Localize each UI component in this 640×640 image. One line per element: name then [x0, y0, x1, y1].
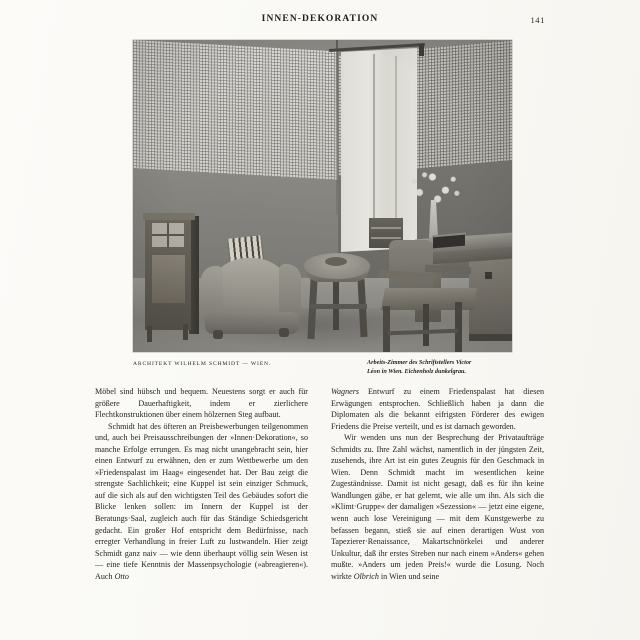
curtain-fold — [395, 56, 397, 242]
interior-photograph — [133, 40, 512, 352]
page-number: 141 — [530, 15, 545, 25]
running-head — [95, 14, 545, 30]
running-title: INNEN-DEKORATION — [261, 14, 379, 24]
paragraph: Möbel sind hübsch und bequem. Neuestens sorgt er auch für größere Dauerhaftigkeit, indem er zierlichere Flechtkonstruktionen über einem hölzernen Steg aufbaut. — [95, 387, 308, 420]
plate-caption-line-2: Léon in Wien. Eichenholz dunkelgrau. — [367, 368, 467, 375]
curtain-fold — [373, 54, 375, 244]
cabinet-leg — [147, 326, 152, 342]
shelf-line — [371, 237, 401, 239]
armchair-foot — [213, 330, 223, 339]
wooden-chair-leg — [455, 302, 462, 352]
cabinet-top — [143, 213, 195, 220]
paragraph: Wagners Entwurf zu einem Friedenspalast hat diesen Erwägungen entsprochen. Schließlich haben ja dann die Diplomaten als die bekannt eifrigsten Förderer des ewigen Friedens die Preise verteilt, und es ist darnach geworden. — [331, 387, 544, 431]
plate-caption-line-1: Arbeits-Zimmer des Schriftstellers Victor — [367, 359, 472, 366]
table-inset — [325, 257, 347, 266]
plate-credit-architect: ARCHITEKT WILHELM SCHMIDT — WIEN. — [133, 361, 272, 367]
body-columns — [95, 386, 545, 582]
paragraph: Wir wenden uns nun der Besprechung der Privataufträge Schmidts zu. Ihre Zahl wächst, namentlich in der jüngsten Zeit, zusehends, ihre Art ist ein gutes Zeugnis für den Geschmack in Wien. Denn Schmidt macht im wesentlichen keine Zugeständnisse. Damit ist nicht gesagt, daß es für ihn keine Wandlungen gäbe, er hat gelernt, wie alle um ihn. Als sich die »Klimt·Gruppe« der damaligen »Sezession« — jetzt eine eigene, wenn auch lose Vereinigung — mit dem Kunstgewerbe zu befassen begann, stieß sie auf einen derartigen Wust von Tapezierer·Renaissance, Makartschnörkelei und anderer Unkultur, daß ihr erstes Streben nur nach einem »Anders« gehen mußte. »Anders um jeden Preis!« wurde die Losung. Noch wirkte Olbrich in Wien und seine — [331, 433, 544, 581]
desk-plinth — [469, 334, 512, 341]
cabinet-lower-door — [152, 255, 185, 303]
wooden-chair-leg — [383, 306, 390, 352]
cabinet-leg — [183, 324, 188, 340]
desk-drawer-knob — [485, 272, 492, 279]
cabinet-mullion — [152, 234, 184, 236]
armchair-foot — [279, 328, 289, 337]
paragraph: Schmidt hat des öfteren an Preisbewerbungen teilgenommen und, auch bei Preisausschreibungen der »Innen·Dekoration«, so manche Erfolge errungen. Es mag nicht unangebracht sein, hier einen Entwurf zu erwähnen, den er zum Wettbewerbe um den »Friedenspalast im Haag« eingesendet hat. Der Bau zeigt die strengste Sachlichkeit; eine Kuppel ist sein einziger Schmuck, auf die sich als auf den wichtigsten Teil des Gebäudes sofort die Blicke lenken sollen: im Innern der Kuppel ist der Beratungs·Saal, zugleich auch für das Ständige Schiedsgericht gedacht. Ein großer Hof entspricht dem Bedürfnisse, nach erregter Verhandlung in freier Luft zu lustwandeln. Hier zeigt Schmidt ganz naiv — wie denn überhaupt völlig sein Wesen ist — eine tiefe Kenntnis der Massenpsychologie (»abreagieren«). Auch Otto — [95, 421, 308, 581]
wall-corner-seam — [336, 40, 338, 215]
table-stretcher — [309, 304, 367, 309]
wooden-chair-leg — [423, 304, 429, 346]
text-column-left — [95, 386, 308, 582]
wooden-chair-seat — [381, 288, 477, 310]
text-column-right — [331, 386, 544, 582]
plate-caption — [367, 358, 512, 376]
shelf-line — [371, 227, 401, 229]
curtain-rod-bracket — [419, 44, 424, 56]
